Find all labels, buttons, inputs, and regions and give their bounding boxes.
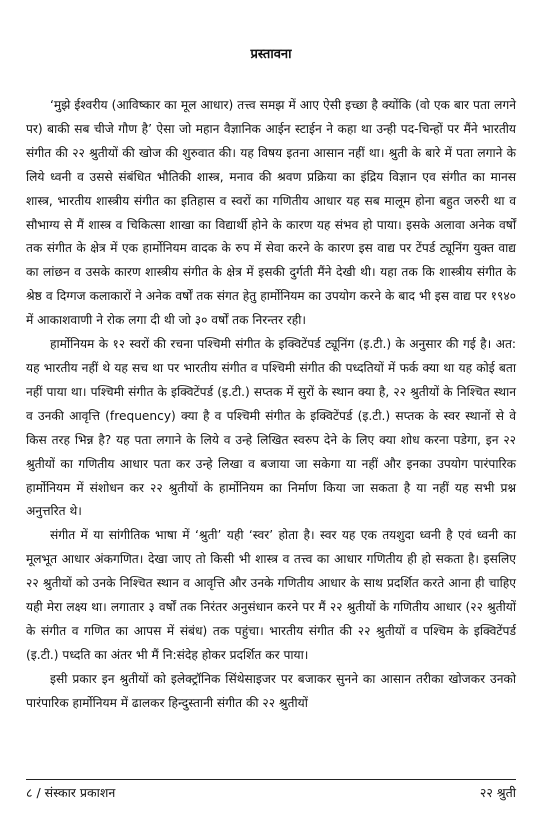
paragraph-4: इसी प्रकार इन श्रुतीयों को इलेक्ट्रॉनिक सिंथेसाइजर पर बजाकर सुनने का आसान तरीका खोजकर उनको पारंपारिक हार्मोनियम में ढालकर हिन्दुस्तानी संगीत की २२ श्रुतीयों [26, 671, 516, 710]
paragraph-3: संगीत में या सांगीतिक भाषा में ‘श्रुती’ यही ‘स्वर’ होता है। स्वर यह एक तयशुदा ध्वनी है एवं ध्वनी का मूलभूत आधार अंकगणित। देखा जाए तो किसी भी शास्त्र व तत्त्व का आधार गणितीय ही हो सकता है। इसलिए २२ श्रुतीयों को उनके निश्चित स्थान व आवृत्ति और उनके गणितीय आधार के साथ प्रदर्शित करते आना ही चाहिए यही मेरा लक्ष्य था। लगातार ३ वर्षों तक निरंतर अनुसंधान करने पर मैं २२ श्रुतीयों के गणितीय आधार (२२ श्रुतीयों के संगीत व गणित का आपस में संबंध) तक पहुंचा। भारतीय संगीत की २२ श्रुतीयों व पश्चिम के इक्विटेंपर्ड (इ.टी.) पध्दति का अंतर भी मैं नि:संदेह होकर प्रदर्शित कर पाया। [26, 528, 516, 662]
footer-page-publisher: ८ / संस्कार प्रकाशन [26, 785, 116, 800]
paragraph-2: हार्मोनियम के १२ स्वरों की रचना पश्चिमी संगीत के इक्विटेंपर्ड ट्यूनिंग (इ.टी.) के अनुसार की गई है। अत: यह भारतीय नहीं थे यह सच था पर भारतीय संगीत व पश्चिमी संगीत की पध्दतियों में फर्क क्या था यह कोई बता नहीं पाया था। पश्चिमी संगीत के इक्विटेंपर्ड (इ.टी.) सप्तक में सुरों के स्थान क्या है, २२ श्रुतीयों के निश्चित स्थान व उनकी आवृत्ति (frequency) क्या है व पश्चिमी संगीत के इक्विटेंपर्ड (इ.टी.) सप्तक के स्वर स्थानों से वे किस तरह भिन्न है? यह पता लगाने के लिये व उन्हे लिखित स्वरुप देने के लिए क्या शोध करना पडेगा, इन २२ श्रुतीयों का गणितीय आधार पता कर उन्हे लिखा व बजाया जा सकेगा या नहीं और इनका उपयोग पारंपारिक हार्मोनियम में संशोधन कर २२ श्रुतीयों के हार्मोनियम का निर्माण किया जा सकता है या नहीं यह सभी प्रश्न अनुत्तरित थे। [26, 337, 516, 519]
footer-divider [26, 779, 516, 780]
book-page [26, 0, 516, 827]
footer-book-title: २२ श्रुती [479, 785, 516, 800]
body-text [26, 94, 516, 716]
paragraph-1: ‘मुझे ईश्वरीय (आविष्कार का मूल आधार) तत्त्व समझ में आए ऐसी इच्छा है क्योंकि (वो एक बार पता लगने पर) बाकी सब चीजे गौण है’ ऐसा जो महान वैज्ञानिक आईन स्टाईन ने कहा था उन्ही पद-चिन्हों पर मैंने भारतीय संगीत की २२ श्रुतीयों की खोज की शुरुवात की। यह विषय इतना आसान नहीं था। श्रुती के बारे में पता लगाने के लिये ध्वनी व उससे संबंधित भौतिकी शास्त्र, मनाव की श्रवण प्रक्रिया का इंद्रिय विज्ञान एव संगीत का मानस शास्त्र, भारतीय शास्त्रीय संगीत का इतिहास व स्वरों का गणितीय आधार यह सब मालूम होना बहुत जरुरी था व सौभाग्य से मैं शास्त्र व चिकित्सा शाखा का विद्यार्थी होने के कारण यह संभव हो पाया। इसके अलावा अनेक वर्षों तक संगीत के क्षेत्र में एक हार्मोनियम वादक के रुप में सेवा करने के कारण इस वाद्य पर टेंपर्ड ट्यूनिंग युक्त वाद्य का लांछन व उसके कारण शास्त्रीय संगीत के क्षेत्र में इसकी दुर्गती मैंने देखी थी। यहा तक कि शास्त्रीय संगीत के श्रेष्ठ व दिग्गज कलाकारों ने अनेक वर्षों तक संगत हेतु हार्मोनियम का उपयोग करने के बाद भी इस वाद्य पर १९४० में आकाशवाणी ने रोक लगा दी थी जो ३० वर्षों तक निरन्तर रही। [26, 98, 516, 328]
page-title: प्रस्तावना [250, 47, 292, 62]
